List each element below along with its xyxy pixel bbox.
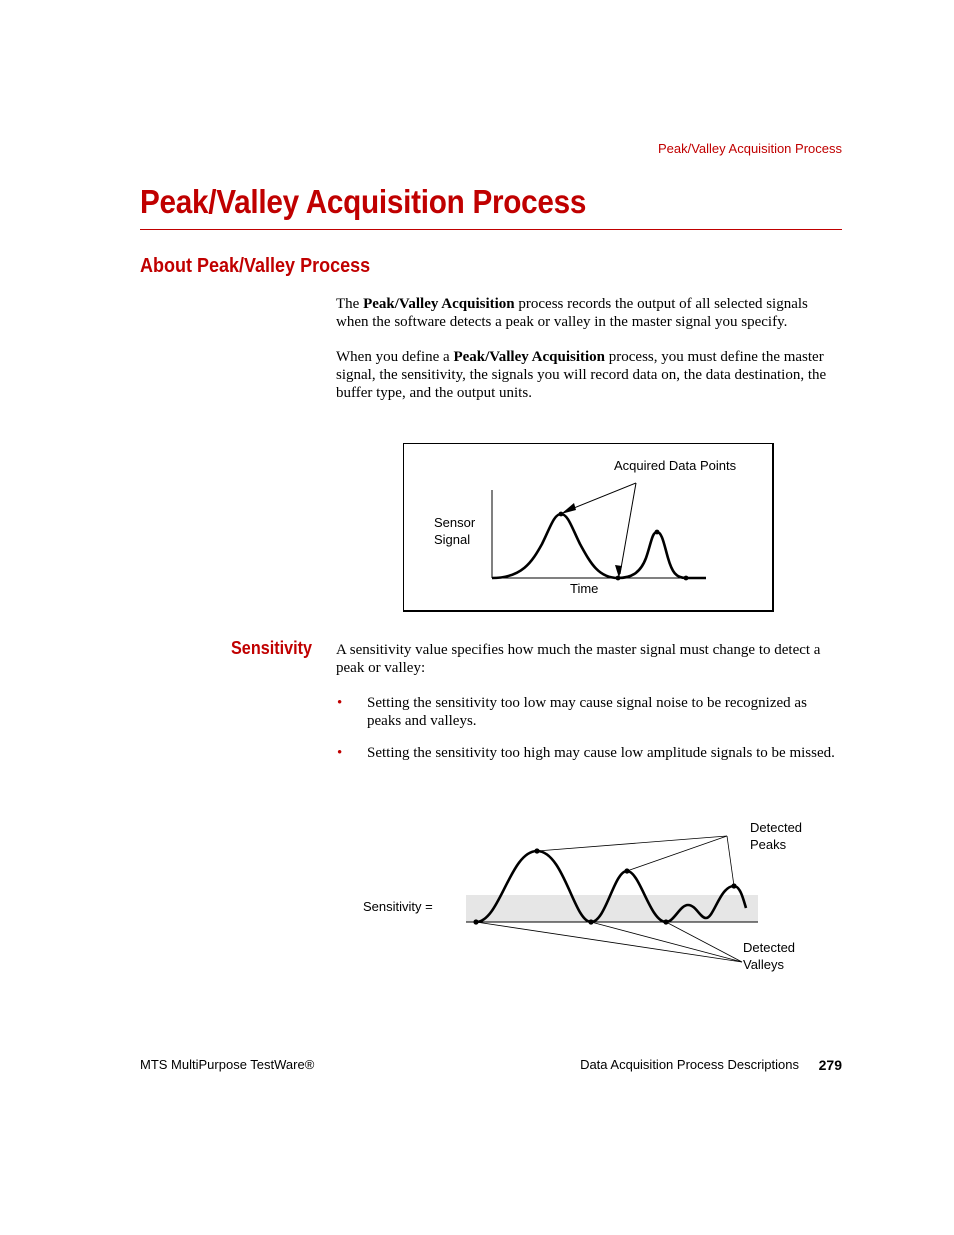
valleys-label-line1: Detected xyxy=(743,940,796,955)
para2-text-end: process, you must define the master signal, the sensitivity, the signals you will record data on, the data destination, the buffer type, and the output units. xyxy=(336,349,827,401)
arrow-head-peak xyxy=(561,503,576,514)
bullet-item xyxy=(337,744,842,784)
para2-bold-term: Peak/Valley Acquisition xyxy=(453,349,606,365)
paragraph-intro xyxy=(336,295,842,331)
detected-peaks-label xyxy=(750,819,802,853)
detected-valleys-label xyxy=(743,939,795,973)
valleys-label-line2: Valleys xyxy=(743,957,784,972)
title-rule xyxy=(140,229,842,230)
para1-bold-term: Peak/Valley Acquisition xyxy=(363,296,515,312)
running-header: Peak/Valley Acquisition Process xyxy=(657,141,842,156)
sensitivity-figure xyxy=(350,810,820,990)
sensitivity-intro: A sensitivity value specifies how much the master signal must change to detect a peak or valley: xyxy=(336,642,821,676)
bullet-glyph: • xyxy=(337,695,343,711)
sensor-signal-label xyxy=(434,514,475,548)
sensor-label-line2: Signal xyxy=(434,532,471,547)
bullet-glyph: • xyxy=(337,745,343,761)
peak-point-2 xyxy=(655,530,660,535)
peak-callout-line-1 xyxy=(537,836,727,851)
sensitivity-heading: Sensitivity xyxy=(231,638,313,658)
peaks-label-line1: Detected xyxy=(750,820,803,835)
peaks-label-line2: Peaks xyxy=(750,837,787,852)
valley-callout-line-2 xyxy=(591,922,742,962)
sensor-signal-curve xyxy=(492,514,706,578)
valley-point-1 xyxy=(616,576,621,581)
valley-callout-line-1 xyxy=(476,922,742,962)
sensitivity-label: Sensitivity = xyxy=(363,899,433,914)
bullet-item xyxy=(337,694,842,734)
bullet-text: Setting the sensitivity too low may cause signal noise to be recognized as peaks and valleys. xyxy=(367,695,807,729)
footer-product-name: MTS MultiPurpose TestWare® xyxy=(140,1057,315,1072)
footer-chapter-title: Data Acquisition Process Descriptions xyxy=(580,1057,799,1072)
peak-callout-line-3 xyxy=(727,836,734,886)
valley-point-2 xyxy=(684,576,689,581)
arrow-head-valley xyxy=(615,565,622,578)
acquired-data-figure xyxy=(403,443,774,612)
page-number: 279 xyxy=(818,1057,842,1073)
time-axis-label: Time xyxy=(570,581,599,596)
bullet-text: Setting the sensitivity too high may cause low amplitude signals to be missed. xyxy=(367,745,835,761)
para2-text-start: When you define a xyxy=(336,349,454,365)
callout-line-valley xyxy=(620,483,636,574)
acquired-data-points-label: Acquired Data Points xyxy=(614,458,737,473)
section-heading: About Peak/Valley Process xyxy=(140,255,371,277)
page-title: Peak/Valley Acquisition Process xyxy=(140,183,587,220)
paragraph-define xyxy=(336,348,842,402)
para1-text-start: The xyxy=(336,296,364,312)
para1-text-end: process records the output of all selected signals when the software detects a peak or valley in the master signal you specify. xyxy=(336,296,808,330)
sensor-label-line1: Sensor xyxy=(434,515,476,530)
peak-callout-line-2 xyxy=(627,836,727,871)
